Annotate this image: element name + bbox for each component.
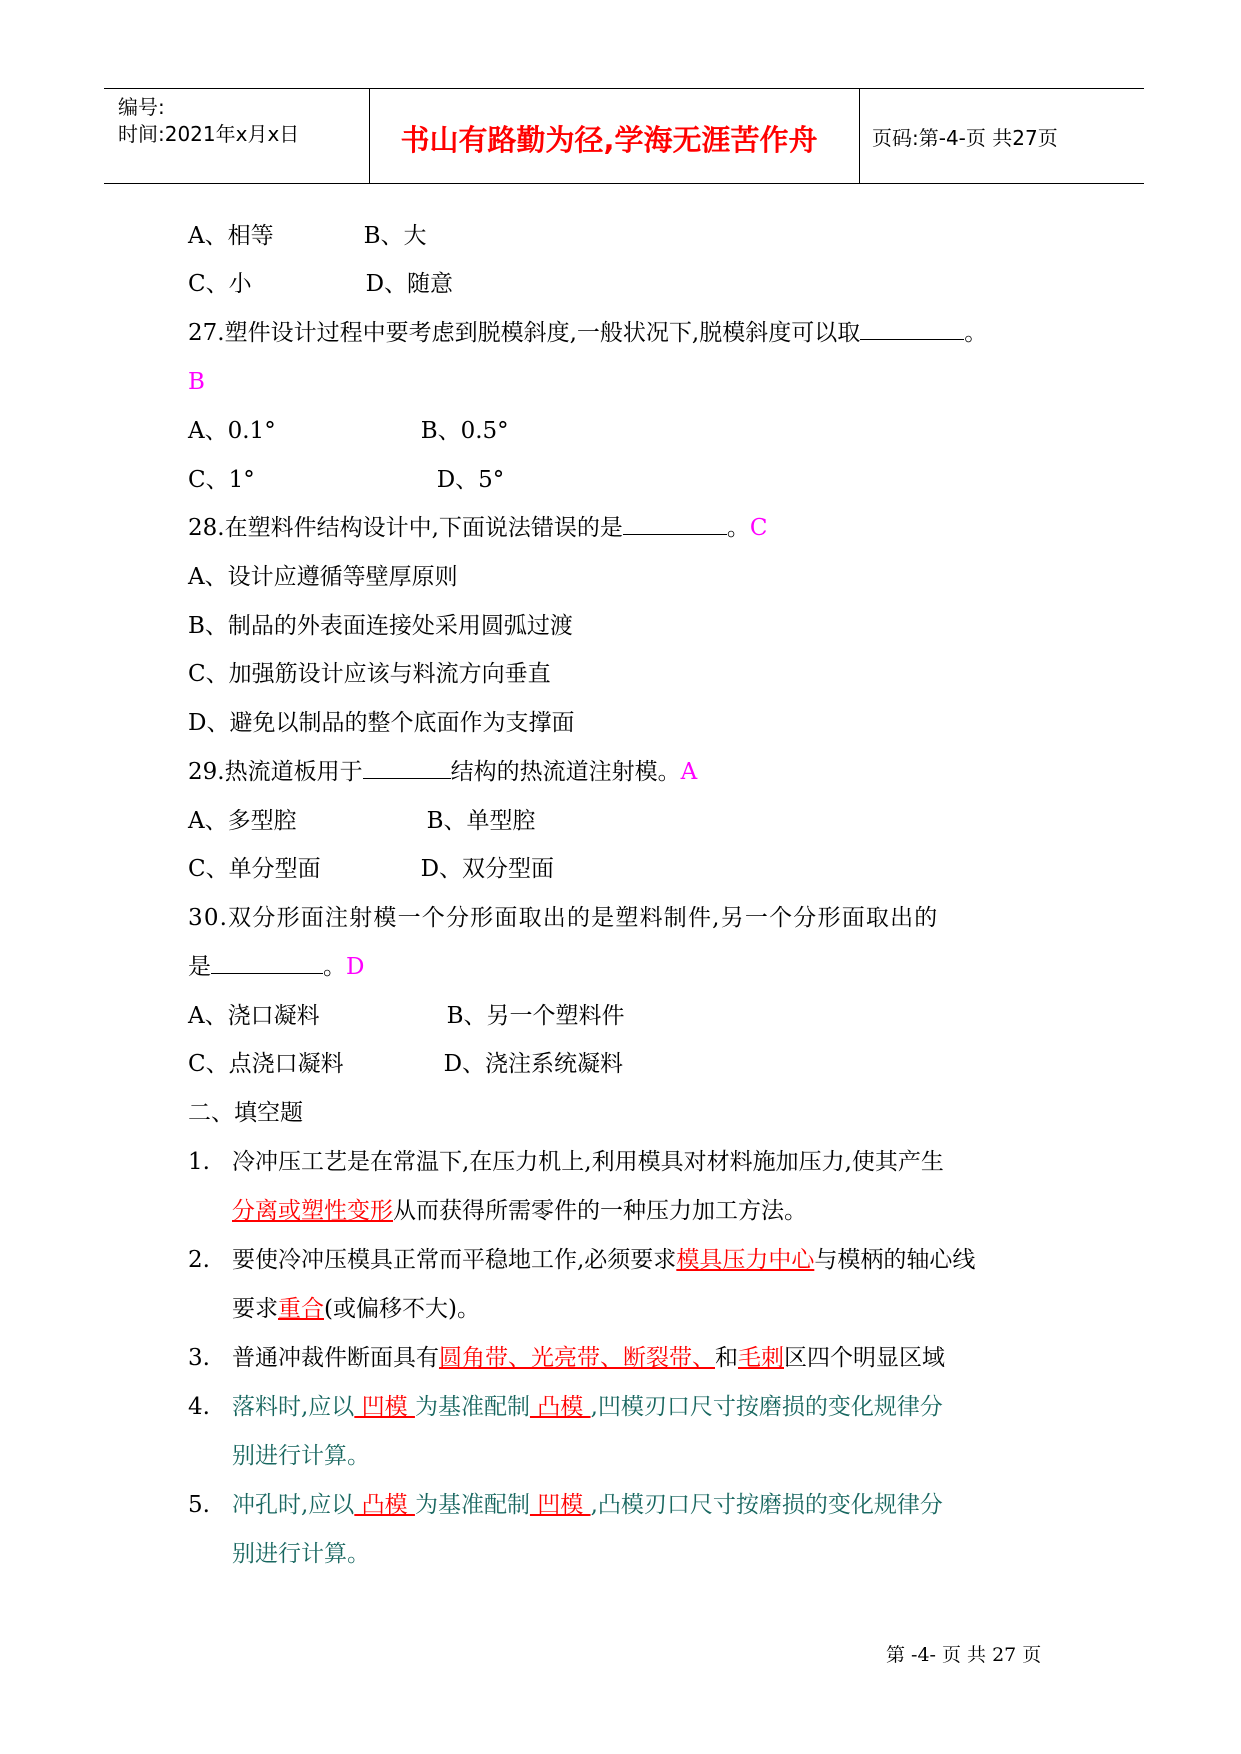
answer-blank bbox=[211, 953, 323, 974]
answer-key: B bbox=[188, 369, 205, 395]
option-d: D、随意 bbox=[365, 271, 454, 297]
answer-key: D bbox=[346, 954, 365, 980]
option-d: D、浇注系统凝料 bbox=[443, 1051, 624, 1077]
option-b: B、制品的外表面连接处采用圆弧过渡 bbox=[188, 613, 573, 639]
item-text: 区四个明显区域 bbox=[784, 1345, 945, 1371]
answer-blank bbox=[860, 319, 964, 340]
fill-item-5 bbox=[188, 1490, 943, 1520]
answer-key: A bbox=[680, 759, 698, 785]
filled-answer: 毛刺 bbox=[738, 1345, 784, 1371]
question-text: 是 bbox=[188, 954, 211, 980]
answer-key: C bbox=[749, 515, 768, 541]
option-c: C、加强筋设计应该与料流方向垂直 bbox=[188, 661, 551, 687]
fill-item-1 bbox=[188, 1147, 944, 1177]
fill-item-2-cont bbox=[232, 1294, 480, 1324]
item-text: ,凸模刃口尺寸按磨损的变化规律分 bbox=[590, 1492, 943, 1518]
option-a: A、浇口凝料 bbox=[188, 1003, 320, 1029]
item-number: 4. bbox=[188, 1394, 210, 1420]
option-a: A、0.1° bbox=[188, 418, 276, 444]
item-text: 要使冷冲压模具正常而平稳地工作,必须要求 bbox=[232, 1247, 677, 1273]
number-label: 编号: bbox=[118, 95, 165, 119]
punctuation: 。 bbox=[323, 954, 346, 980]
option-line bbox=[188, 1049, 623, 1079]
filled-answer: 凸模 bbox=[529, 1394, 591, 1420]
fill-item-2 bbox=[188, 1245, 975, 1275]
option-c: C、1° bbox=[188, 467, 255, 493]
fill-item-5-cont: 别进行计算。 bbox=[232, 1541, 370, 1567]
header-divider bbox=[859, 89, 860, 183]
question-stem bbox=[188, 318, 987, 348]
filled-answer: 凹模 bbox=[354, 1394, 415, 1420]
filled-answer: 分离或塑性变形 bbox=[232, 1198, 393, 1224]
question-text: 27.塑件设计过程中要考虑到脱模斜度,一般状况下,脱模斜度可以取 bbox=[188, 320, 861, 346]
question-text: 28.在塑料件结构设计中,下面说法错误的是 bbox=[188, 515, 623, 541]
option-c: C、点浇口凝料 bbox=[188, 1051, 344, 1077]
item-text: 冷冲压工艺是在常温下,在压力机上,利用模具对材料施加压力,使其产生 bbox=[232, 1149, 944, 1175]
option-line bbox=[188, 465, 504, 495]
question-text: 结构的热流道注射模。 bbox=[450, 759, 681, 785]
item-text: 落料时,应以 bbox=[232, 1394, 355, 1420]
time-label: 时间:2021年x月x日 bbox=[118, 122, 300, 146]
filled-answer: 凸模 bbox=[354, 1492, 415, 1518]
item-number: 3. bbox=[188, 1345, 210, 1371]
section-title: 二、填空题 bbox=[188, 1100, 303, 1126]
item-text: 为基准配制 bbox=[414, 1394, 530, 1420]
answer-blank bbox=[623, 514, 727, 535]
question-stem: 30.双分形面注射模一个分形面取出的是塑料制件,另一个分形面取出的 bbox=[188, 905, 939, 931]
fill-item-3 bbox=[188, 1343, 945, 1373]
answer-blank bbox=[363, 758, 451, 779]
page-footer: 第 -4- 页 共 27 页 bbox=[886, 1644, 1042, 1666]
item-text: ,凹模刃口尺寸按磨损的变化规律分 bbox=[590, 1394, 943, 1420]
punctuation: 。 bbox=[964, 320, 988, 346]
fill-item-4 bbox=[188, 1392, 943, 1422]
option-line bbox=[188, 1001, 625, 1031]
header-page-label: 页码:第-4-页 共27页 bbox=[872, 126, 1058, 150]
option-line bbox=[188, 269, 453, 299]
filled-answer: 圆角带、光亮带、断裂带、 bbox=[439, 1345, 715, 1371]
option-b: B、另一个塑料件 bbox=[446, 1003, 625, 1029]
option-b: B、大 bbox=[363, 223, 427, 249]
filled-answer: 凹模 bbox=[529, 1492, 591, 1518]
item-text: 普通冲裁件断面具有 bbox=[232, 1345, 439, 1371]
punctuation: 。 bbox=[726, 515, 750, 541]
question-stem bbox=[188, 513, 768, 543]
option-a: A、多型腔 bbox=[188, 808, 297, 834]
page-header bbox=[104, 88, 1144, 184]
item-text: 冲孔时,应以 bbox=[232, 1492, 355, 1518]
option-line bbox=[188, 806, 536, 836]
option-b: B、单型腔 bbox=[426, 808, 536, 834]
option-a: A、设计应遵循等壁厚原则 bbox=[188, 564, 458, 590]
header-motto: 书山有路勤为径,学海无涯苦作舟 bbox=[400, 123, 818, 157]
item-text: 从而获得所需零件的一种压力加工方法。 bbox=[393, 1198, 807, 1224]
item-text: 与模柄的轴心线 bbox=[814, 1247, 976, 1273]
item-text: 和 bbox=[715, 1345, 738, 1371]
option-d: D、双分型面 bbox=[420, 856, 555, 882]
item-number: 5. bbox=[188, 1492, 210, 1518]
option-line bbox=[188, 221, 427, 251]
item-text: 为基准配制 bbox=[414, 1492, 530, 1518]
option-line bbox=[188, 416, 509, 446]
fill-item-4-cont: 别进行计算。 bbox=[232, 1443, 370, 1469]
option-a: A、相等 bbox=[188, 223, 274, 249]
option-d: D、5° bbox=[436, 467, 505, 493]
filled-answer: 模具压力中心 bbox=[676, 1247, 815, 1273]
item-number: 2. bbox=[188, 1247, 210, 1273]
question-text: 29.热流道板用于 bbox=[188, 759, 363, 785]
question-stem bbox=[188, 757, 697, 787]
option-b: B、0.5° bbox=[420, 418, 509, 444]
item-text: 要求 bbox=[232, 1296, 278, 1322]
option-c: C、小 bbox=[188, 271, 252, 297]
option-c: C、单分型面 bbox=[188, 856, 321, 882]
question-stem bbox=[188, 952, 364, 982]
option-line bbox=[188, 854, 554, 884]
header-meta bbox=[118, 94, 299, 148]
fill-item-1-cont bbox=[232, 1196, 807, 1226]
filled-answer: 重合 bbox=[278, 1296, 324, 1322]
option-d: D、避免以制品的整个底面作为支撑面 bbox=[188, 710, 575, 736]
item-number: 1. bbox=[188, 1149, 210, 1175]
item-text: (或偏移不大)。 bbox=[324, 1296, 480, 1322]
